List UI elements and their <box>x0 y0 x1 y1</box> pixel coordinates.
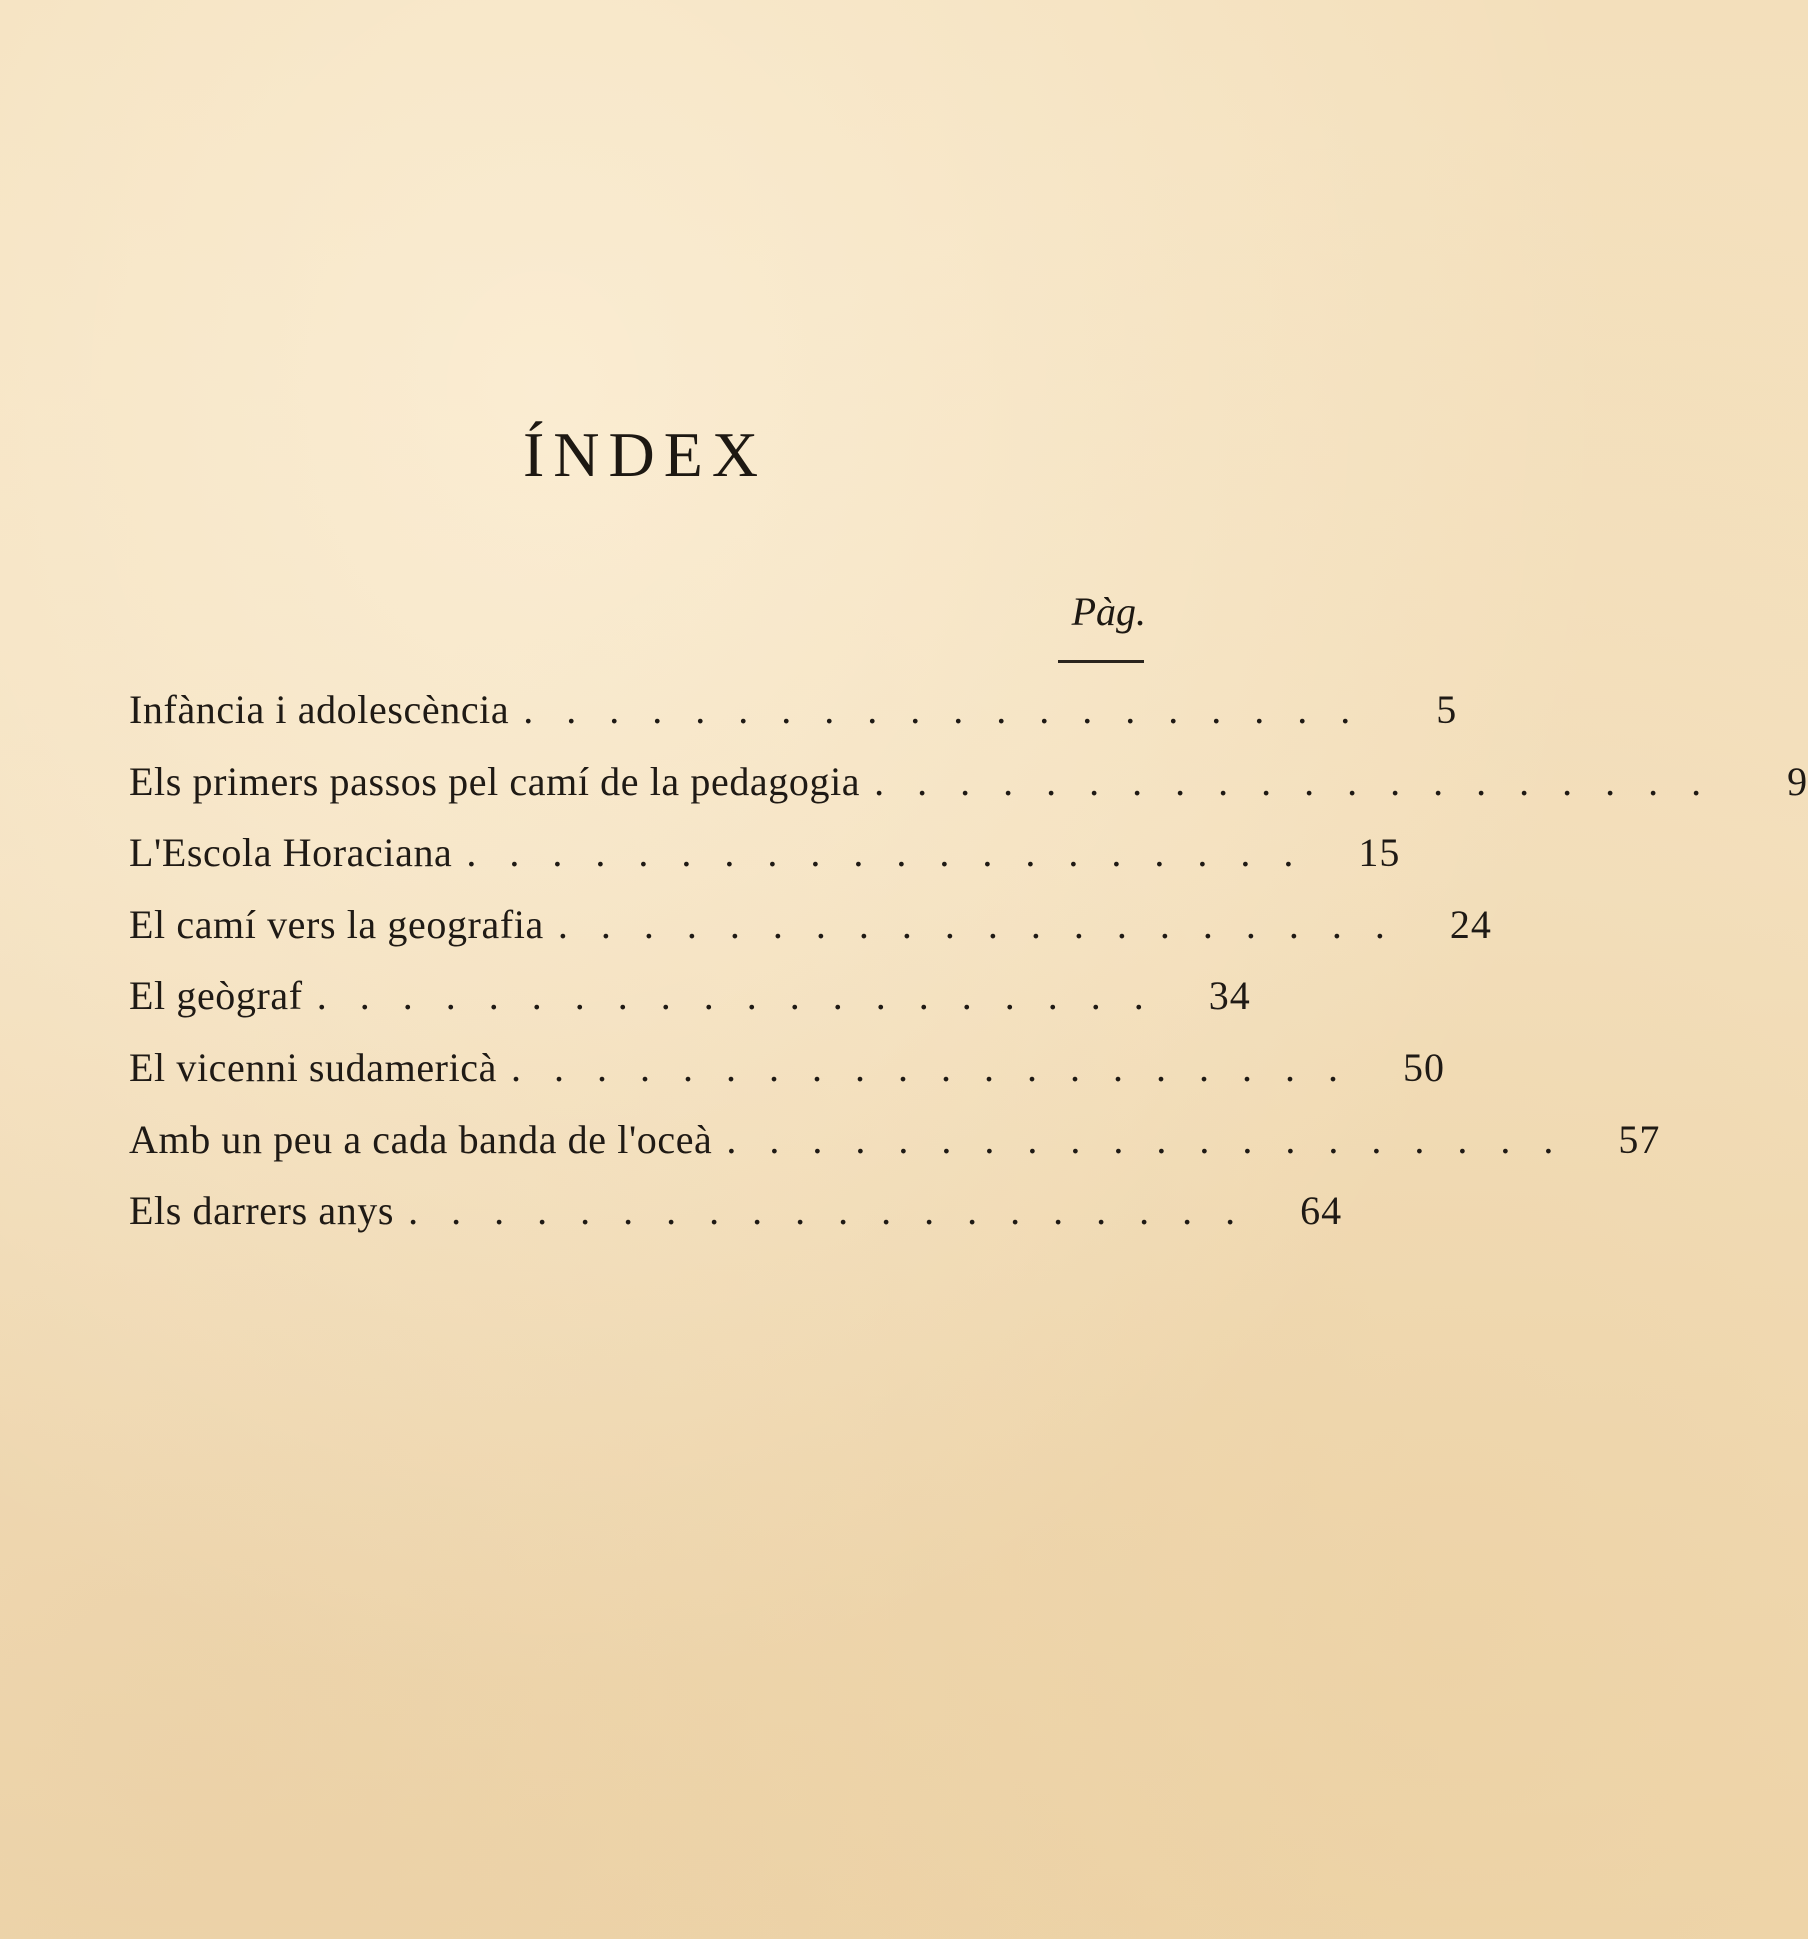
toc-entry-page: 9 <box>1787 758 1808 804</box>
toc-entry-title: Infància i adolescència <box>129 687 510 732</box>
dot-leader: .................... <box>408 1188 1269 1234</box>
dot-leader: .................... <box>523 687 1384 732</box>
toc-entry-page: 57 <box>1618 1116 1661 1162</box>
toc-entry-page: 64 <box>1300 1188 1343 1234</box>
toc-entry <box>129 972 1251 1044</box>
dot-leader: .................... <box>511 1044 1372 1090</box>
page-column-header: Pàg. <box>1071 589 1146 634</box>
toc-entry <box>129 686 1458 758</box>
toc-entry-title: Els darrers anys <box>129 1188 395 1234</box>
dot-leader: .................... <box>726 1116 1587 1162</box>
dot-leader: .................... <box>557 901 1418 947</box>
toc-entry-title: Amb un peu a cada banda de l'oceà <box>129 1116 713 1162</box>
dot-leader: .................... <box>874 758 1735 804</box>
toc-entry-page: 24 <box>1449 901 1492 947</box>
toc-entry-title: Els primers passos pel camí de la pedagogia <box>129 758 861 804</box>
toc-entry <box>129 829 1401 901</box>
toc-entry-title: El geògraf <box>129 973 303 1019</box>
toc-entry-page: 34 <box>1208 973 1251 1019</box>
toc-entry-page: 50 <box>1403 1044 1446 1090</box>
dot-leader: .................... <box>316 973 1177 1019</box>
toc-entry-title: El vicenni sudamericà <box>129 1044 498 1090</box>
toc-entry <box>129 1187 1343 1259</box>
toc-entry-title: L'Escola Horaciana <box>129 830 453 876</box>
table-of-contents <box>129 686 1808 1259</box>
toc-entry <box>129 1044 1446 1116</box>
toc-entry-page: 15 <box>1358 830 1401 876</box>
index-title: ÍNDEX <box>522 419 768 490</box>
page-column-rule <box>1058 660 1144 663</box>
toc-entry <box>129 1116 1661 1188</box>
toc-entry-title: El camí vers la geografia <box>129 901 544 947</box>
toc-entry-page: 5 <box>1436 687 1458 732</box>
toc-entry <box>129 758 1808 830</box>
dot-leader: .................... <box>466 830 1327 876</box>
toc-entry <box>129 901 1492 973</box>
